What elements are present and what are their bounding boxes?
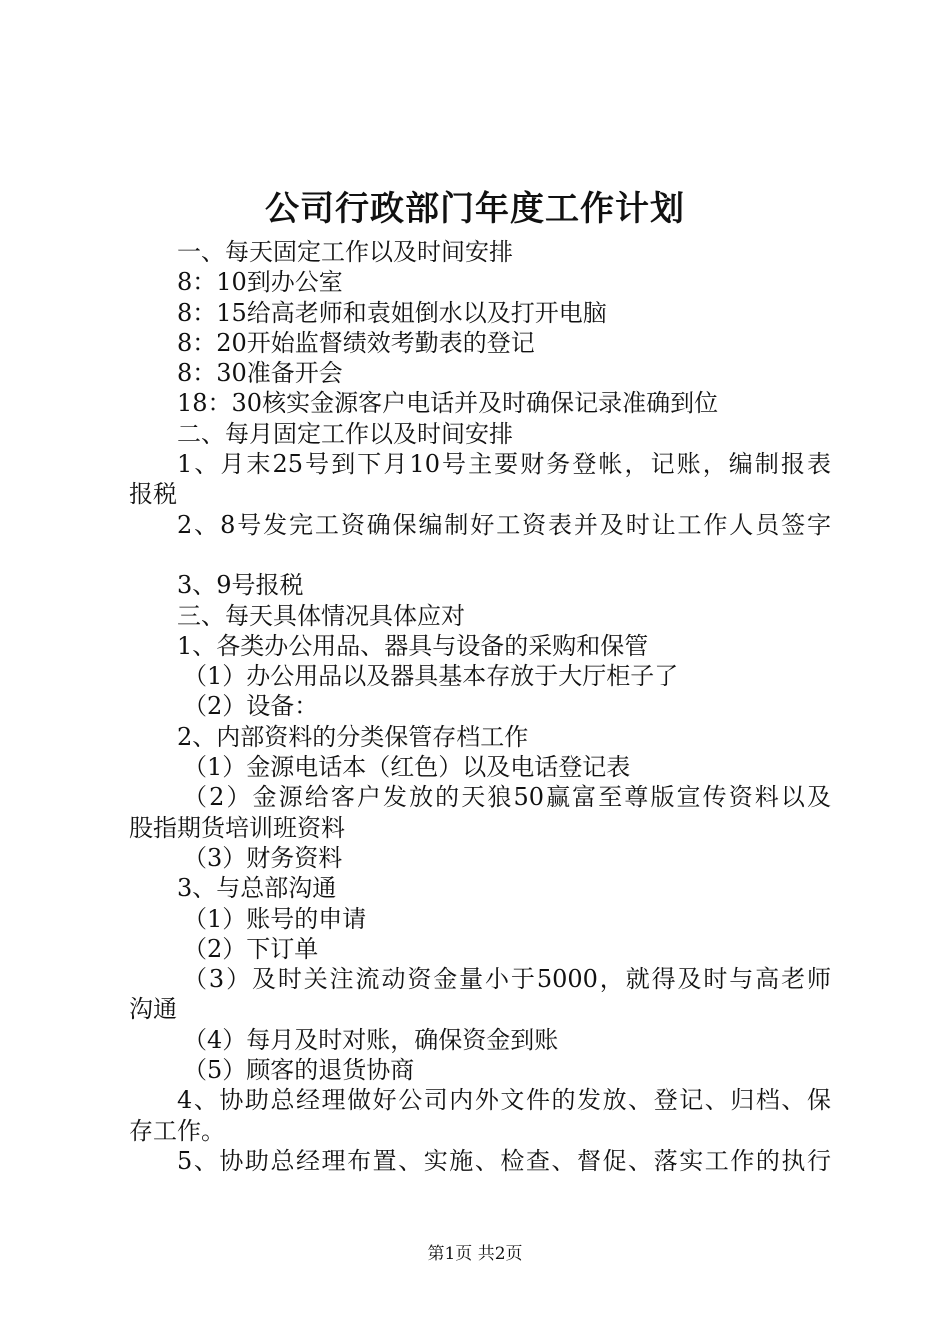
paragraph-line: 存工作。 xyxy=(129,1116,225,1145)
paragraph-line: 18：30核实金源客户电话并及时确保记录准确到位 xyxy=(177,389,719,418)
paragraph-line: 8：20开始监督绩效考勤表的登记 xyxy=(177,328,535,357)
paragraph-line: （4）每月及时对账，确保资金到账 xyxy=(183,1025,559,1054)
document-body xyxy=(129,237,831,1176)
section-heading: 二、每月固定工作以及时间安排 xyxy=(177,419,513,448)
paragraph-line: 股指期货培训班资料 xyxy=(129,813,345,842)
paragraph-line: （1）账号的申请 xyxy=(183,904,367,933)
paragraph-line: 沟通 xyxy=(129,995,177,1024)
paragraph-line: 8：15给高老师和袁姐倒水以及打开电脑 xyxy=(177,298,607,327)
paragraph-line: 8：10到办公室 xyxy=(177,268,343,297)
paragraph-line: 2、8号发完工资确保编制好工资表并及时让工作人员签字 xyxy=(177,510,831,539)
section-heading: 一、每天固定工作以及时间安排 xyxy=(177,238,513,266)
paragraph-line: （2）金源给客户发放的天狼50赢富至尊版宣传资料以及 xyxy=(183,783,831,812)
paragraph-line: 1、月末25号到下月10号主要财务登帐，记账，编制报表 xyxy=(177,450,831,479)
blank-line xyxy=(129,540,831,570)
paragraph-line: 5、协助总经理布置、实施、检查、督促、落实工作的执行 xyxy=(177,1146,831,1175)
paragraph-line: 3、与总部沟通 xyxy=(177,874,337,903)
paragraph-line: （1）金源电话本（红色）以及电话登记表 xyxy=(183,753,631,782)
paragraph-line: （3）及时关注流动资金量小于5000，就得及时与高老师 xyxy=(183,965,831,994)
paragraph-line: 报税 xyxy=(129,480,177,509)
paragraph-line: （3）财务资料 xyxy=(183,843,343,872)
page-footer: 第1页 共2页 xyxy=(427,1244,523,1264)
paragraph-line: 2、内部资料的分类保管存档工作 xyxy=(177,722,529,751)
paragraph-line: 1、各类办公用品、器具与设备的采购和保管 xyxy=(177,631,649,660)
paragraph-line: （2）下订单 xyxy=(183,934,319,963)
section-heading: 三、每天具体情况具体应对 xyxy=(177,601,465,630)
paragraph-line: 8：30准备开会 xyxy=(177,359,343,388)
paragraph-line: （2）设备： xyxy=(183,692,319,721)
paragraph-line: （5）顾客的退货协商 xyxy=(183,1056,415,1085)
document-title: 公司行政部门年度工作计划 xyxy=(265,189,685,229)
paragraph-line: 3、9号报税 xyxy=(177,571,304,600)
paragraph-line: 4、协助总经理做好公司内外文件的发放、登记、归档、保 xyxy=(177,1086,831,1115)
paragraph-line: （1）办公用品以及器具基本存放于大厅柜子了 xyxy=(183,662,679,691)
